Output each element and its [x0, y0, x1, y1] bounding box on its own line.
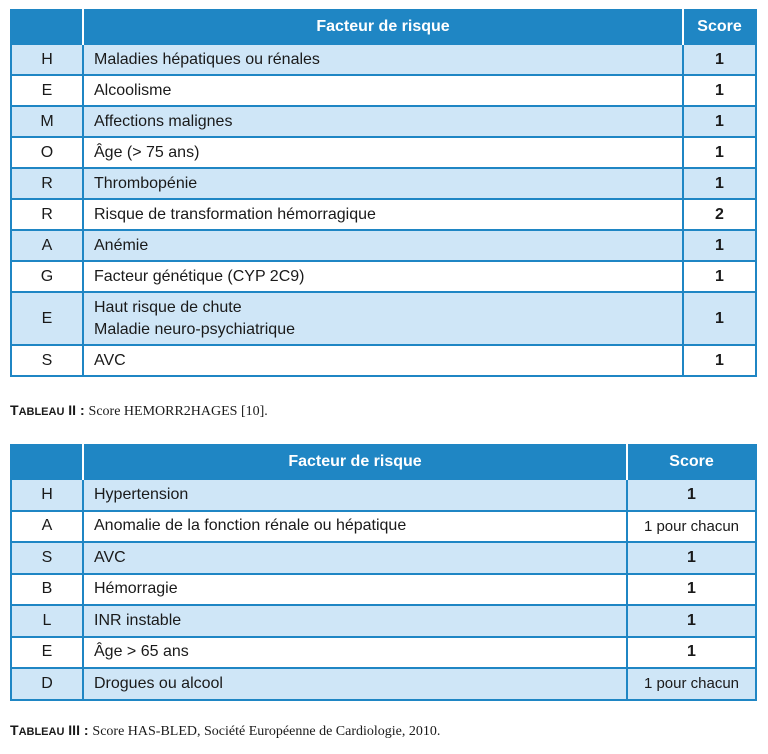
risk-factor — [83, 106, 683, 137]
risk-letter: R — [11, 168, 83, 199]
risk-letter: R — [11, 199, 83, 230]
risk-score: 1 — [683, 230, 756, 261]
risk-factor — [83, 637, 627, 669]
risk-letter: M — [11, 106, 83, 137]
table-row — [11, 345, 756, 376]
table-row — [11, 542, 756, 574]
risk-factor-line: Maladies hépatiques ou rénales — [94, 50, 320, 68]
risk-factor — [83, 511, 627, 543]
table-row — [11, 199, 756, 230]
header-factor: Facteur de risque — [83, 445, 627, 479]
table-row — [11, 168, 756, 199]
header-score: Score — [683, 10, 756, 44]
risk-factor-line: Facteur génétique (CYP 2C9) — [94, 267, 305, 285]
table-header-row — [11, 10, 756, 44]
risk-letter: H — [11, 44, 83, 75]
table-row — [11, 137, 756, 168]
caption-label: TABLEAU III : — [10, 722, 93, 738]
table-row — [11, 605, 756, 637]
table-row — [11, 511, 756, 543]
header-factor: Facteur de risque — [83, 10, 683, 44]
risk-letter: E — [11, 292, 83, 345]
caption-text: Score HEMORR2HAGES [10]. — [88, 404, 268, 419]
risk-score: 1 — [683, 137, 756, 168]
risk-score: 1 — [627, 479, 756, 511]
risk-score: 1 — [683, 261, 756, 292]
risk-letter: E — [11, 75, 83, 106]
risk-factor — [83, 574, 627, 606]
risk-score: 1 — [683, 292, 756, 345]
risk-factor-line: INR instable — [94, 611, 182, 629]
table-row — [11, 44, 756, 75]
risk-letter: A — [11, 230, 83, 261]
risk-factor — [83, 199, 683, 230]
risk-factor-line: AVC — [94, 548, 126, 566]
risk-letter: S — [11, 345, 83, 376]
risk-score: 1 — [683, 75, 756, 106]
risk-score: 1 — [627, 542, 756, 574]
table-caption-iii — [10, 722, 440, 740]
risk-letter: B — [11, 574, 83, 606]
header-letter — [11, 10, 83, 44]
risk-letter: L — [11, 605, 83, 637]
hemorr2hages-table — [10, 9, 757, 377]
risk-letter: O — [11, 137, 83, 168]
risk-factor-line: Affections malignes — [94, 112, 233, 130]
risk-factor-line: Âge > 65 ans — [94, 643, 189, 661]
table-row — [11, 292, 756, 345]
risk-factor-line: Hémorragie — [94, 580, 178, 598]
risk-factor-line: AVC — [94, 351, 126, 369]
risk-score: 1 — [627, 574, 756, 606]
table-row — [11, 230, 756, 261]
risk-factor-line: Anomalie de la fonction rénale ou hépatique — [94, 517, 407, 535]
risk-score: 1 pour chacun — [627, 668, 756, 700]
risk-factor-line: Hypertension — [94, 485, 189, 503]
risk-score: 2 — [683, 199, 756, 230]
risk-factor — [83, 292, 683, 345]
risk-factor-line: Anémie — [94, 236, 149, 254]
risk-factor-line: Drogues ou alcool — [94, 674, 223, 692]
header-score: Score — [627, 445, 756, 479]
risk-letter: G — [11, 261, 83, 292]
risk-score: 1 — [683, 44, 756, 75]
risk-score: 1 — [627, 637, 756, 669]
risk-factor — [83, 668, 627, 700]
table-row — [11, 637, 756, 669]
risk-factor — [83, 345, 683, 376]
risk-factor-line: Maladie neuro-psychiatrique — [94, 320, 295, 338]
risk-factor-line: Risque de transformation hémorragique — [94, 205, 376, 223]
risk-score: 1 — [627, 605, 756, 637]
risk-score: 1 — [683, 345, 756, 376]
table-row — [11, 75, 756, 106]
risk-letter: S — [11, 542, 83, 574]
risk-factor-line: Thrombopénie — [94, 174, 198, 192]
caption-label: TABLEAU II : — [10, 402, 89, 418]
risk-factor-line: Alcoolisme — [94, 81, 172, 99]
header-letter — [11, 445, 83, 479]
risk-letter: E — [11, 637, 83, 669]
table-caption-ii — [10, 402, 268, 420]
table-row — [11, 261, 756, 292]
risk-factor-line: Âge (> 75 ans) — [94, 143, 200, 161]
has-bled-table — [10, 444, 757, 701]
risk-factor — [83, 605, 627, 637]
table-header-row — [11, 445, 756, 479]
caption-text: Score HAS-BLED, Société Européenne de Cardiologie, 2010. — [92, 724, 441, 739]
risk-score: 1 — [683, 106, 756, 137]
risk-factor — [83, 479, 627, 511]
risk-factor — [83, 542, 627, 574]
risk-factor-line: Haut risque de chute — [94, 298, 242, 316]
table-row — [11, 668, 756, 700]
risk-factor — [83, 137, 683, 168]
risk-score: 1 — [683, 168, 756, 199]
table-row — [11, 106, 756, 137]
risk-letter: A — [11, 511, 83, 543]
table-row — [11, 479, 756, 511]
table-row — [11, 574, 756, 606]
risk-factor — [83, 44, 683, 75]
risk-letter: H — [11, 479, 83, 511]
risk-letter: D — [11, 668, 83, 700]
risk-score: 1 pour chacun — [627, 511, 756, 543]
risk-factor — [83, 168, 683, 199]
risk-factor — [83, 230, 683, 261]
risk-factor — [83, 75, 683, 106]
risk-factor — [83, 261, 683, 292]
